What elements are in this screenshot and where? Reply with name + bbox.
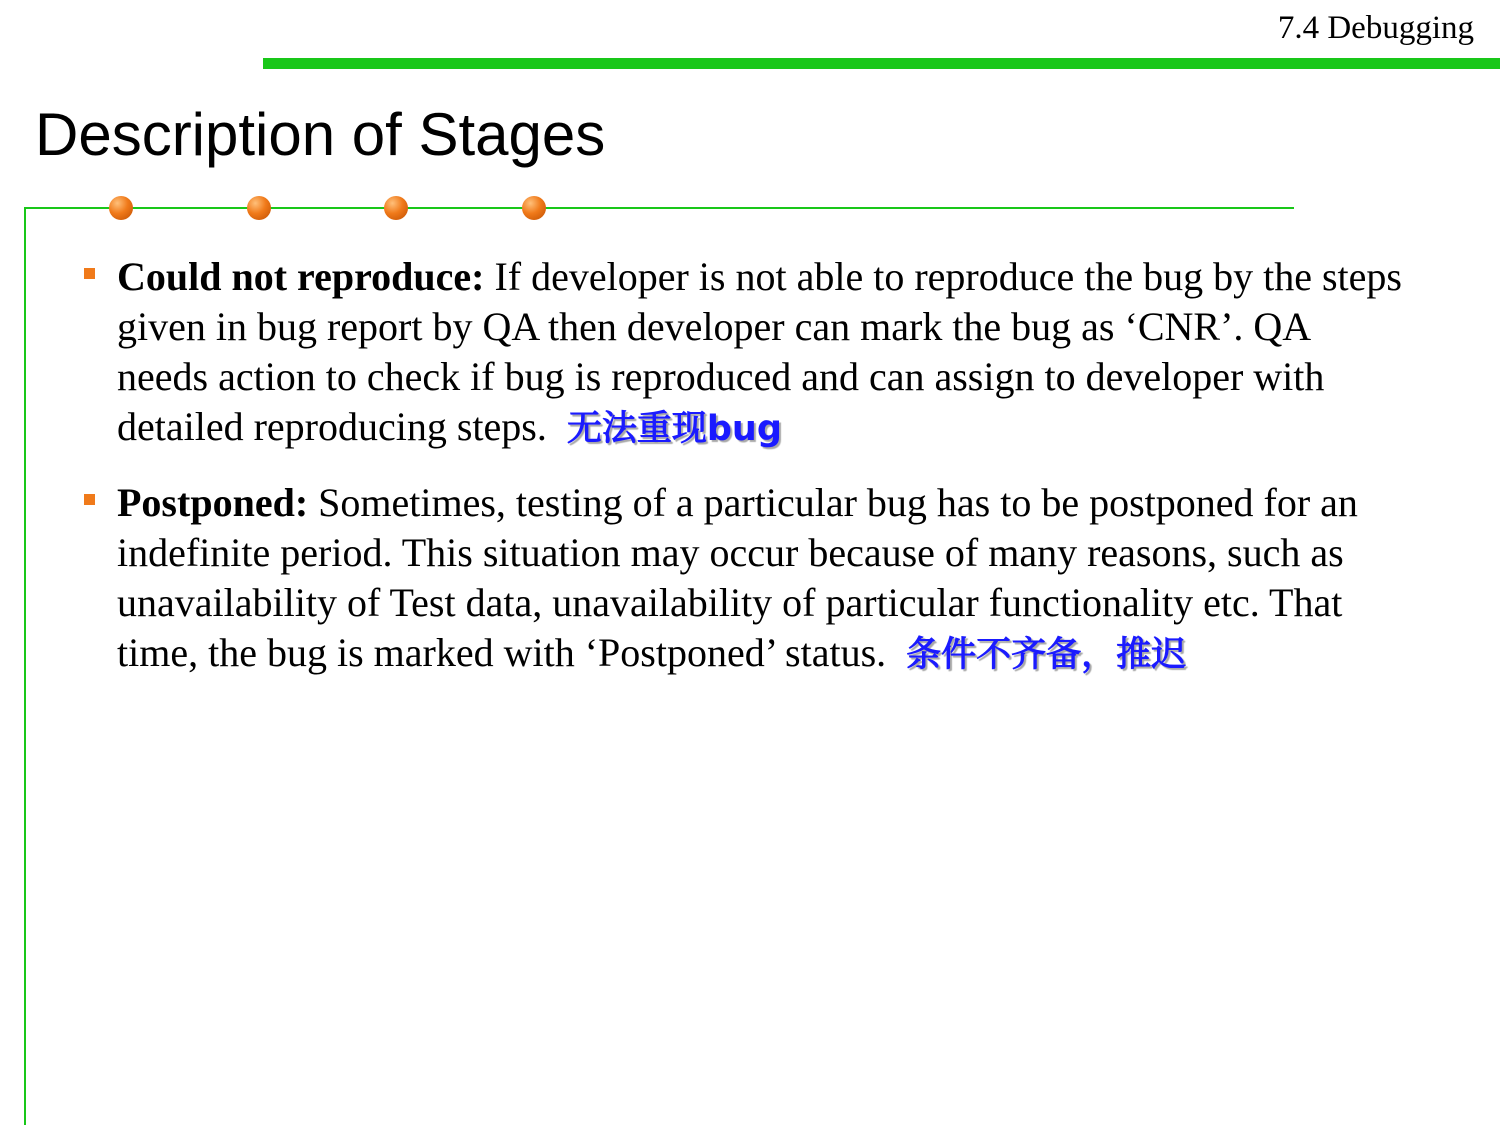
bullet-text: Sometimes, testing of a particular bug has to be postponed for an indefinite period. This situation may occur because of many reasons, such as unavailability of Test data, unavailability of particular functionality etc. That time, the bug is marked with ‘Postponed’ status. (117, 480, 1358, 675)
bullet-text: If developer is not able to reproduce the bug by the steps given in bug report by QA then developer can mark the bug as ‘CNR’. QA needs action to check if bug is reproduced and can assign to developer with detailed reproducing steps. (117, 254, 1402, 449)
square-bullet-icon (84, 494, 95, 505)
bullet-term: Could not reproduce: (117, 254, 485, 299)
decorative-dot-4 (522, 196, 546, 220)
chinese-note: 无法重现bug (566, 409, 782, 449)
frame-top-line (24, 207, 1294, 209)
bullet-term: Postponed: (117, 480, 309, 525)
decorative-dot-2 (247, 196, 271, 220)
decorative-dot-1 (109, 196, 133, 220)
section-label: 7.4 Debugging (1277, 10, 1474, 46)
decorative-dot-3 (384, 196, 408, 220)
chinese-note: 条件不齐备，推迟 (906, 635, 1187, 675)
header-rule (263, 58, 1500, 69)
bullet-list (80, 252, 1410, 704)
bullet-item-postponed (80, 478, 1410, 680)
bullet-item-could-not-reproduce (80, 252, 1410, 454)
frame-left-line (24, 207, 26, 1125)
square-bullet-icon (84, 268, 95, 279)
slide-title: Description of Stages (35, 101, 606, 168)
